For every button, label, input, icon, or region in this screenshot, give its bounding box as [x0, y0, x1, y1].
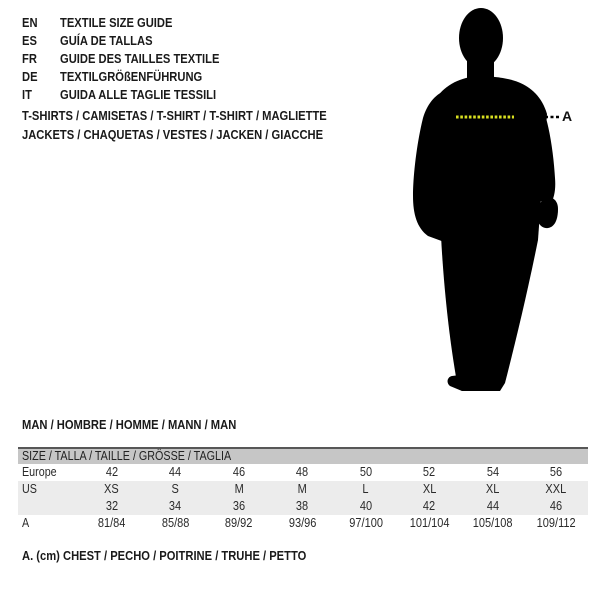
- language-code: ES: [22, 33, 37, 48]
- size-cell: 109/112: [536, 516, 576, 530]
- size-cell: 32: [105, 499, 118, 513]
- table-row-us-numeric: [18, 498, 588, 515]
- size-cell: M: [234, 482, 244, 496]
- language-code: IT: [22, 87, 32, 102]
- table-row-us: [18, 481, 588, 498]
- size-cell: 46: [550, 499, 563, 513]
- size-cell: XL: [422, 482, 436, 496]
- silhouette-shoe: [448, 374, 472, 391]
- size-cell: 36: [232, 499, 245, 513]
- measurement-label-a: A: [562, 108, 573, 124]
- language-title: GUIDA ALLE TAGLIE TESSILI: [60, 87, 217, 102]
- size-cell: 105/108: [472, 516, 513, 530]
- size-cell: 50: [359, 465, 372, 479]
- size-cell: 93/96: [288, 516, 317, 530]
- row-label: Europe: [22, 465, 57, 479]
- row-label: [18, 498, 80, 515]
- size-cell: 54: [486, 465, 499, 479]
- category-tshirts: T-SHIRTS / CAMISETAS / T-SHIRT / T-SHIRT / MAGLIETTE: [22, 108, 327, 123]
- language-title: GUÍA DE TALLAS: [60, 33, 153, 48]
- size-cell: L: [362, 482, 369, 496]
- silhouette-neck: [467, 52, 494, 80]
- size-cell: 40: [359, 499, 372, 513]
- size-cell: 46: [232, 465, 245, 479]
- size-cell: 44: [486, 499, 499, 513]
- table-row-chest-a: [18, 515, 588, 532]
- male-silhouette: [413, 8, 558, 391]
- language-code: FR: [22, 51, 37, 66]
- size-cell: 85/88: [161, 516, 190, 530]
- size-cell: 38: [296, 499, 309, 513]
- size-cell: 48: [296, 465, 309, 479]
- section-title-man: MAN / HOMBRE / HOMME / MANN / MAN: [22, 417, 237, 432]
- size-cell: 89/92: [224, 516, 253, 530]
- size-table: [18, 447, 588, 532]
- size-cell: 56: [550, 465, 563, 479]
- language-title: TEXTILE SIZE GUIDE: [60, 15, 173, 30]
- language-title: GUIDE DES TAILLES TEXTILE: [60, 51, 220, 66]
- size-cell: M: [297, 482, 307, 496]
- language-code: EN: [22, 15, 38, 30]
- size-cell: XS: [104, 482, 120, 496]
- category-jackets: JACKETS / CHAQUETAS / VESTES / JACKEN / GIACCHE: [22, 127, 324, 142]
- language-code: DE: [22, 69, 38, 84]
- size-cell: S: [171, 482, 179, 496]
- size-cell: 97/100: [348, 516, 383, 530]
- size-cell: 81/84: [97, 516, 126, 530]
- size-cell: 42: [105, 465, 118, 479]
- size-cell: XXL: [545, 482, 567, 496]
- row-label: US: [22, 482, 37, 496]
- size-cell: XL: [486, 482, 500, 496]
- language-title: TEXTILGRÖßENFÜHRUNG: [60, 69, 203, 84]
- silhouette-legs: [441, 236, 538, 391]
- size-cell: 44: [169, 465, 182, 479]
- size-cell: 34: [169, 499, 182, 513]
- size-cell: 101/104: [409, 516, 450, 530]
- row-label: A: [22, 516, 30, 530]
- measurement-footnote: A. (cm) CHEST / PECHO / POITRINE / TRUHE / PETTO: [22, 548, 307, 563]
- table-row-europe: [18, 464, 588, 481]
- size-cell: 52: [423, 465, 436, 479]
- size-table-header: SIZE / TALLA / TAILLE / GRÖSSE / TAGLIA: [18, 447, 588, 464]
- size-cell: 42: [423, 499, 436, 513]
